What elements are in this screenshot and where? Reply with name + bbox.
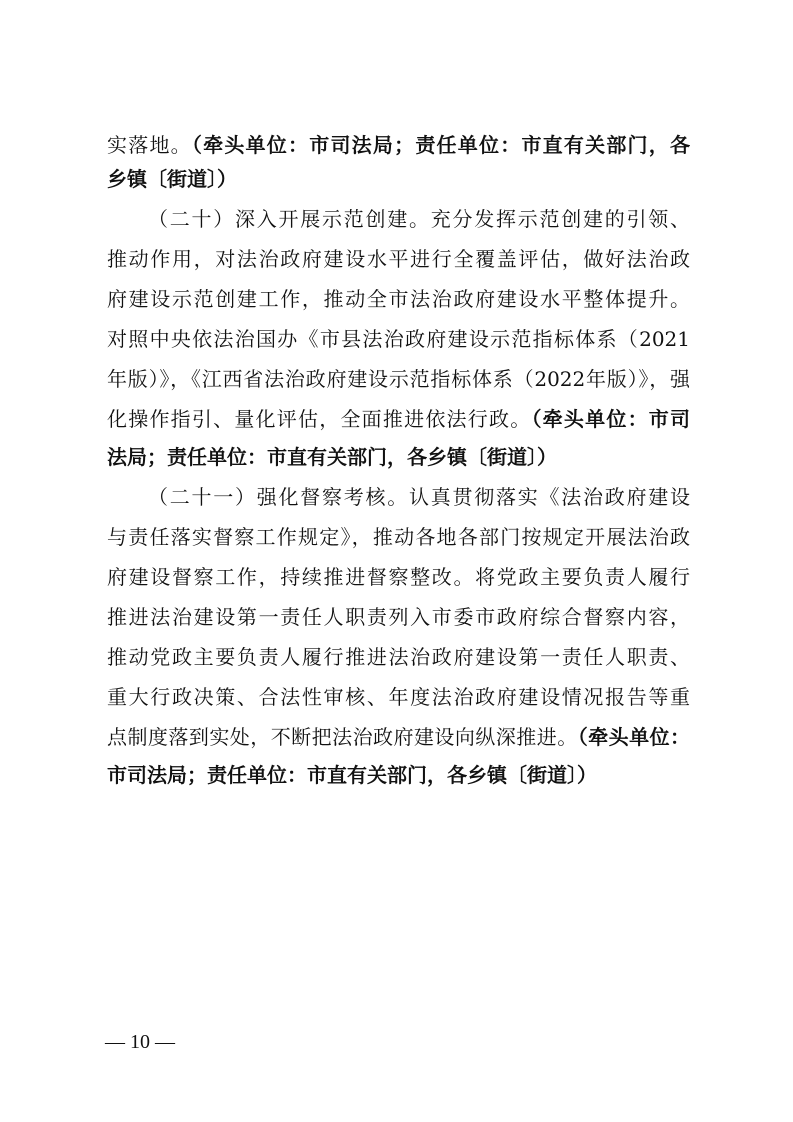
paragraph-21-line-4: [107, 600, 690, 634]
paragraph-21-line-6: [107, 680, 690, 714]
body-text: 实落地。: [107, 133, 192, 157]
paragraph-20-line-3: [107, 282, 690, 316]
body-text: 府建设示范创建工作，推动全市法治政府建设水平整体提升。: [107, 287, 690, 311]
body-text: （二十）深入开展示范创建。充分发挥示范创建的引领、: [148, 207, 690, 231]
body-text: 化操作指引、量化评估，全面推进依法行政。: [107, 407, 532, 431]
paragraph-21-line-1: [148, 480, 690, 514]
body-text: 推动党政主要负责人履行推进法治政府建设第一责任人职责、: [107, 645, 690, 669]
paragraph-21-line-7: [107, 720, 690, 754]
paragraph-21-line-5: [107, 640, 690, 674]
paragraph-19-line-2: [107, 162, 690, 196]
body-text: 与责任落实督察工作规定》，推动各地各部门按规定开展法治政: [107, 525, 690, 549]
paragraph-20-line-7: [107, 440, 690, 474]
paragraph-20-line-5: [107, 362, 690, 396]
paragraph-20-line-2: [107, 242, 690, 276]
page-number: — 10 —: [105, 1031, 175, 1053]
paragraph-21-line-8: [107, 758, 690, 792]
body-text: 年版）》，《江西省法治政府建设示范指标体系（2022年版）》，强: [107, 367, 690, 391]
responsibility-note: （牵头单位：: [577, 725, 691, 749]
body-text: （二十一）强化督察考核。认真贯彻落实《法治政府建设: [148, 485, 690, 509]
paragraph-21-line-3: [107, 560, 690, 594]
paragraph-20-line-6: [107, 402, 690, 436]
paragraph-20-line-1: [148, 202, 690, 236]
body-text: 府建设督察工作，持续推进督察整改。将党政主要负责人履行: [107, 565, 690, 589]
paragraph-19-line-1: [107, 128, 690, 162]
responsibility-note: 法局；责任单位：市直有关部门，各乡镇〔街道〕）: [107, 445, 557, 469]
paragraph-20-line-4: [107, 322, 690, 356]
body-text: 对照中央依法治国办《市县法治政府建设示范指标体系（2021: [107, 327, 690, 351]
responsibility-note: 市司法局；责任单位：市直有关部门，各乡镇〔街道〕）: [107, 763, 597, 787]
paragraph-21-line-2: [107, 520, 690, 554]
responsibility-note: 乡镇〔街道〕）: [107, 167, 237, 191]
body-text: 推进法治建设第一责任人职责列入市委市政府综合督察内容，: [107, 605, 690, 629]
responsibility-note: （牵头单位：市司法局；责任单位：市直有关部门，各: [191, 133, 691, 157]
body-text: 重大行政决策、合法性审核、年度法治政府建设情况报告等重: [107, 685, 690, 709]
responsibility-note: （牵头单位：市司: [531, 407, 691, 431]
body-text: 推动作用，对法治政府建设水平进行全覆盖评估，做好法治政: [107, 247, 690, 271]
body-text: 点制度落到实处，不断把法治政府建设向纵深推进。: [107, 725, 578, 749]
